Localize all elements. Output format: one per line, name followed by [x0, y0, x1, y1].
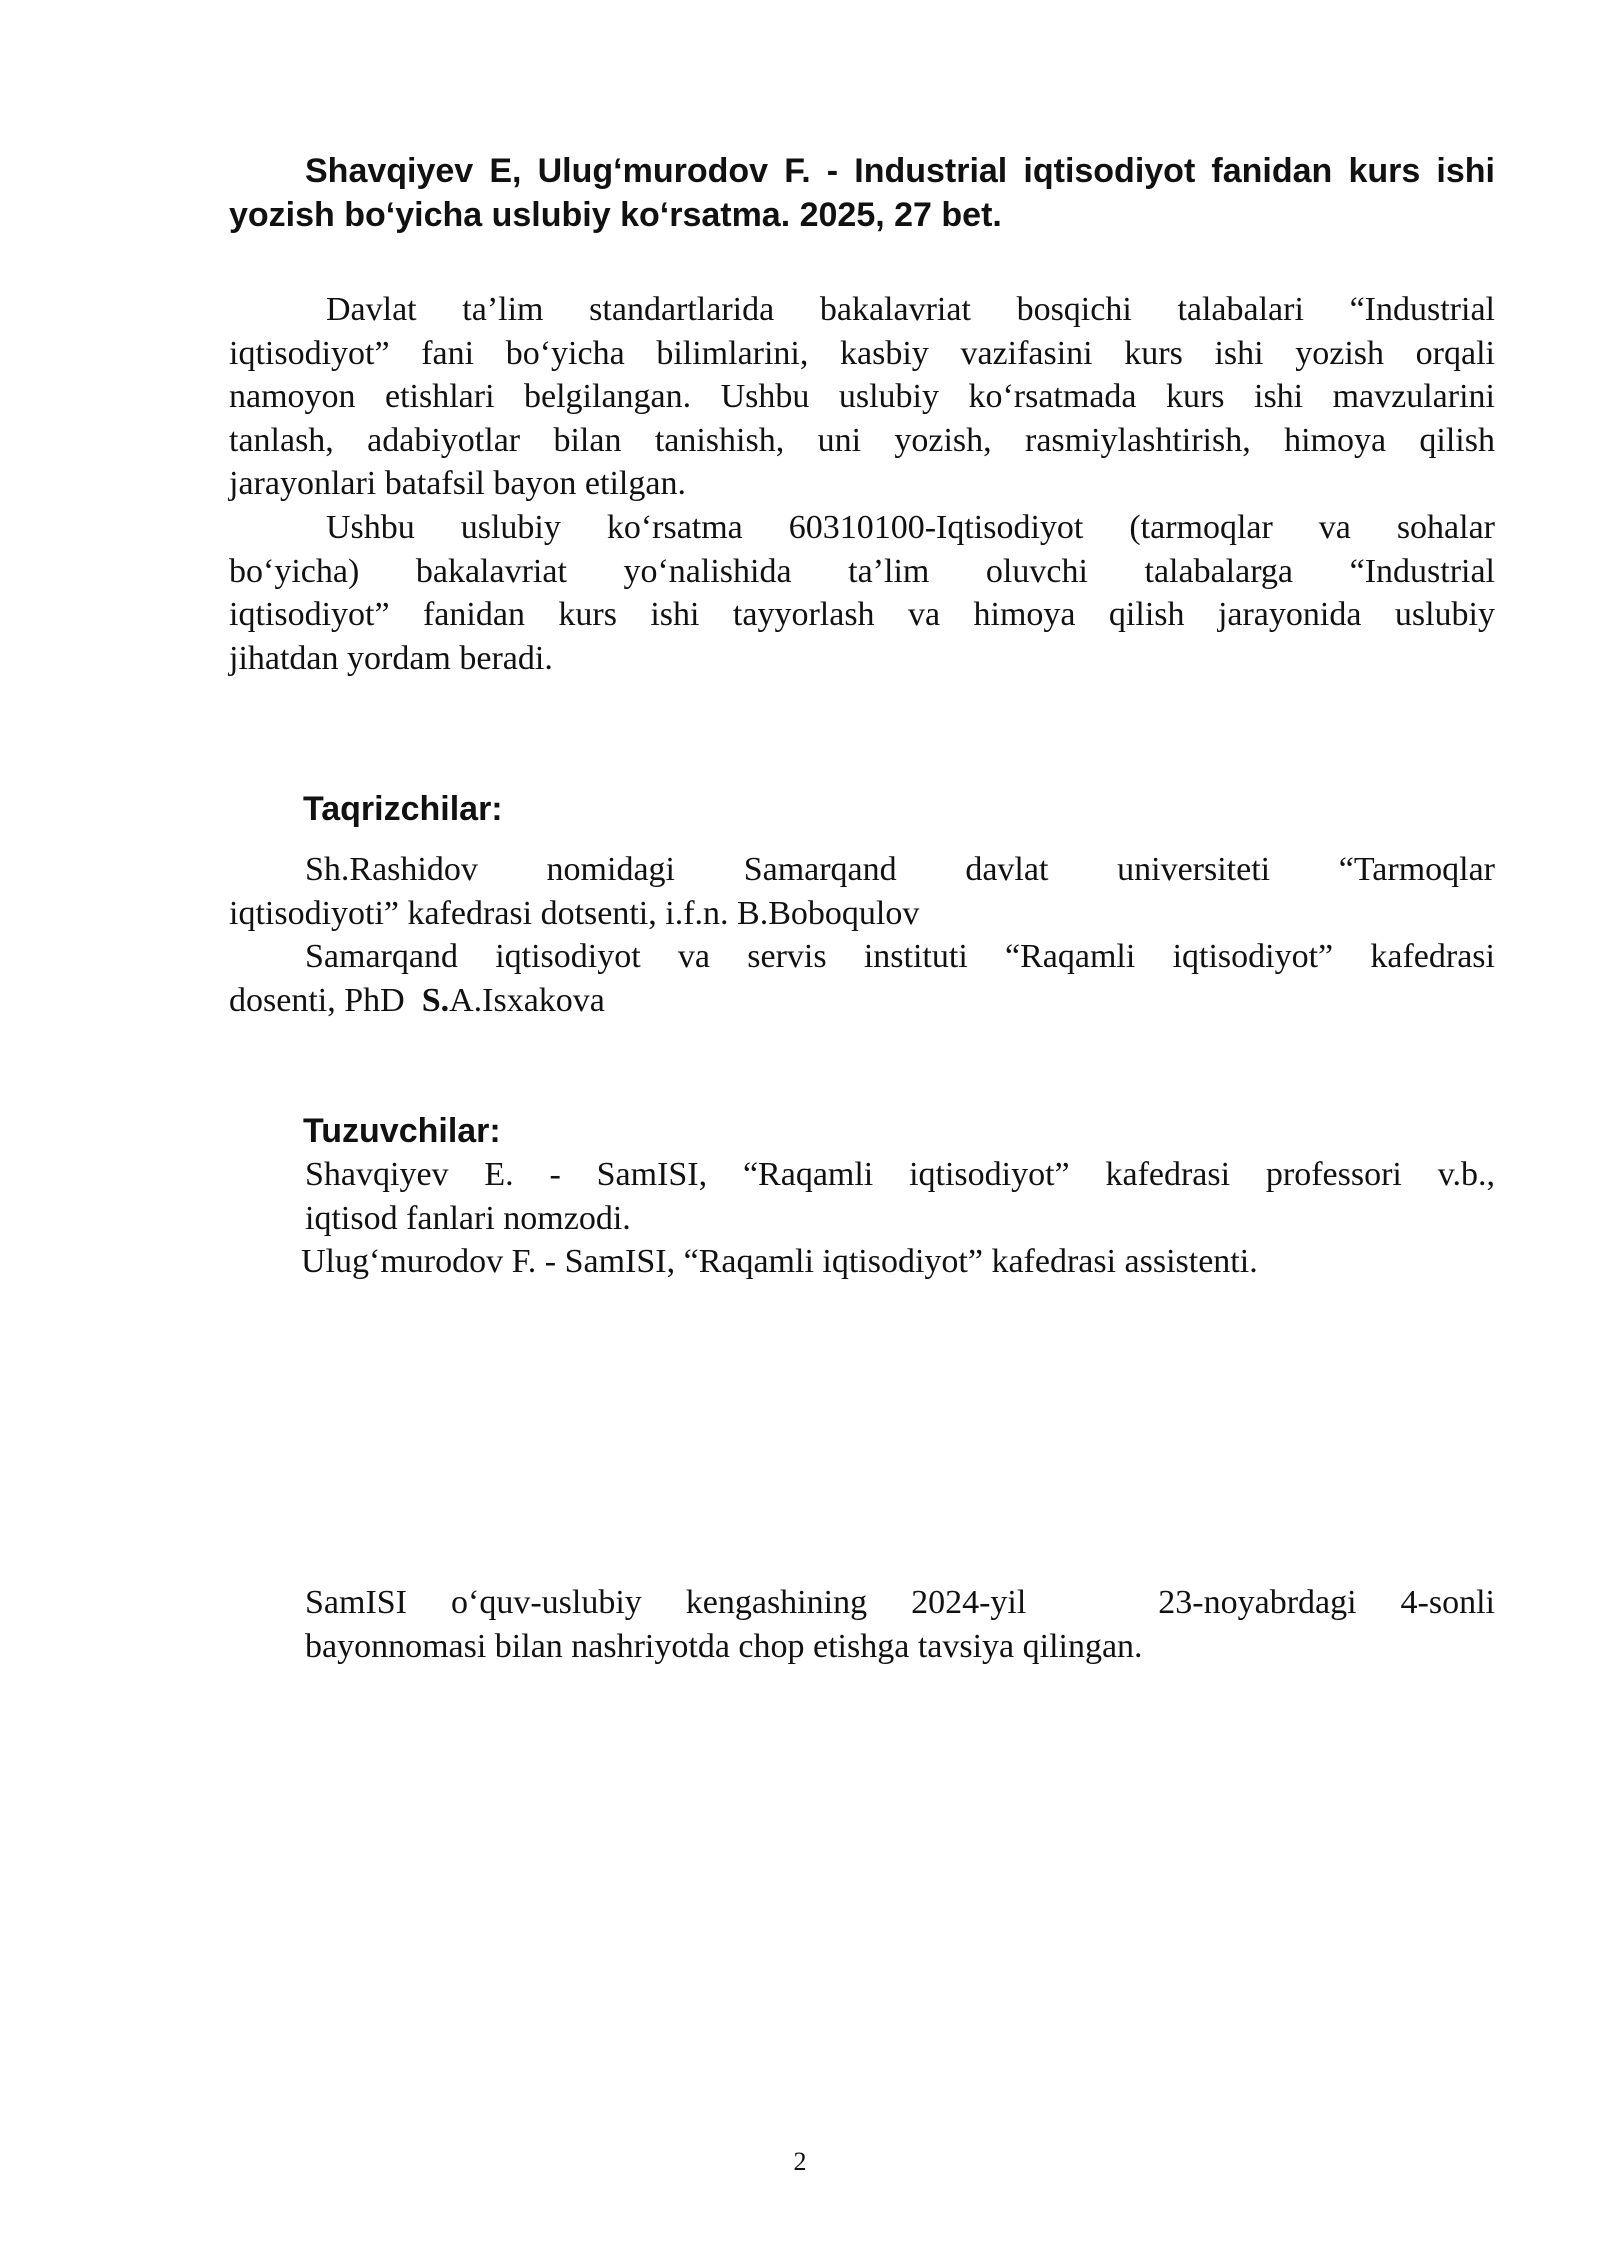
reviewer-2-prefix: dosenti, PhD — [229, 981, 422, 1019]
abstract-p1-line: namoyon etishlari belgilangan. Ushbu uslubiy ko‘rsatmada kurs ishi mavzularini — [229, 378, 1495, 415]
abstract-p1-line: jarayonlari batafsil bayon etilgan. — [229, 465, 686, 502]
reviewer-2-initial: S. — [421, 981, 450, 1019]
abstract-p1-line: Davlat ta’lim standartlarida bakalavriat bosqichi talabalari “Industrial — [326, 291, 1495, 328]
reviewer-2-line-1: Samarqand iqtisodiyot va servis instituti “Raqamli iqtisodiyot” kafedrasi — [305, 938, 1495, 975]
abstract-paragraph-2 — [229, 506, 1495, 680]
reviewer-1-line-2: iqtisodiyoti” kafedrasi dotsenti, i.f.n. B.Boboqulov — [229, 894, 920, 932]
abstract-p2-line: bo‘yicha) bakalavriat yo‘nalishida ta’lim oluvchi talabalarga “Industrial — [229, 552, 1495, 590]
compiler-1-line-1: Shavqiyev E. - SamISI, “Raqamli iqtisodiyot” kafedrasi professori v.b., — [305, 1156, 1495, 1193]
compiler-1-line-2: iqtisod fanlari nomzodi. — [305, 1199, 631, 1237]
abstract-p2-line: iqtisodiyot” fanidan kurs ishi tayyorlash va himoya qilish jarayonida uslubiy — [229, 596, 1495, 633]
abstract-p2-line: jihatdan yordam beradi. — [229, 639, 553, 677]
reviewer-2 — [229, 935, 1495, 1022]
citation-line-2: yozish bo‘yicha uslubiy ko‘rsatma. 2025, 27 bet. — [229, 195, 1002, 234]
compilers-heading: Tuzuvchilar: — [303, 1112, 501, 1150]
reviewer-2-line-2 — [229, 979, 1495, 1023]
abstract-paragraph-1 — [229, 288, 1495, 506]
reviewer-2-name: A.Isxakova — [449, 981, 605, 1019]
approval-note — [305, 1581, 1495, 1668]
page-number: 2 — [793, 2147, 807, 2176]
approval-line-1: SamISI o‘quv-uslubiy kengashining 2024-yil 23-noyabrdagi 4-sonli — [305, 1584, 1495, 1621]
abstract-p1-line: tanlash, adabiyotlar bilan tanishish, uni yozish, rasmiylashtirish, himoya qilish — [229, 421, 1495, 459]
abstract-p2-line: Ushbu uslubiy ko‘rsatma 60310100-Iqtisodiyot (tarmoqlar va sohalar — [326, 509, 1495, 546]
citation-line-1: Shavqiyev E, Ulug‘murodov F. - Industrial iqtisodiyot fanidan kurs ishi — [305, 152, 1495, 190]
abstract-p1-line: iqtisodiyot” fani bo‘yicha bilimlarini, kasbiy vazifasini kurs ishi yozish orqali — [229, 334, 1495, 372]
reviewer-1-line-1: Sh.Rashidov nomidagi Samarqand davlat universiteti “Tarmoqlar — [305, 851, 1495, 888]
compiler-1 — [305, 1153, 1495, 1240]
reviewer-1 — [229, 848, 1495, 935]
compiler-2: Ulug‘murodov F. - SamISI, “Raqamli iqtisodiyot” kafedrasi assistenti. — [301, 1243, 1258, 1280]
reviewers-heading: Taqrizchilar: — [303, 790, 503, 828]
citation-block — [229, 150, 1495, 237]
approval-line-2: bayonnomasi bilan nashriyotda chop etishga tavsiya qilingan. — [305, 1627, 1143, 1665]
